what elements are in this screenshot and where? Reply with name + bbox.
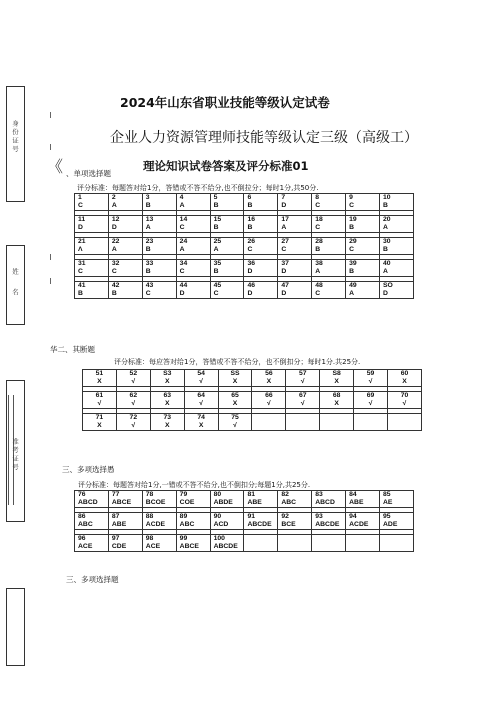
answer-key-title: 理论知识试卷答案及评分标准01 [143, 159, 309, 173]
answer-cell: B [142, 246, 176, 255]
answer-cell: A [380, 224, 414, 233]
answer-cell: B [346, 224, 380, 233]
answer-cell: B [142, 202, 176, 211]
answer-cell: X [320, 378, 354, 387]
question-number: 27 [278, 238, 312, 247]
question-number: 39 [346, 260, 380, 269]
question-number: S3 [150, 370, 184, 379]
question-number: 11 [75, 216, 109, 225]
answer-cell: √ [116, 400, 150, 409]
answer-cell: ACDE [346, 521, 380, 530]
answer-cell: D [278, 202, 312, 211]
question-number-row [75, 491, 414, 500]
question-number: 46 [244, 282, 278, 291]
question-number: 42 [108, 282, 142, 291]
answer-cell [312, 543, 346, 552]
answer-cell: B [346, 268, 380, 277]
answer-cell: ACE [142, 543, 176, 552]
answer-cell: A [108, 246, 142, 255]
answer-cell: D [75, 224, 109, 233]
answer-cell: Λ [75, 246, 109, 255]
answer-cell: X [83, 378, 117, 387]
answer-cell: ABC [278, 499, 312, 508]
question-number: 64 [184, 392, 218, 401]
answer-row [83, 400, 422, 409]
answer-cell: √ [83, 400, 117, 409]
question-number: 87 [108, 513, 142, 522]
answer-cell: A [278, 224, 312, 233]
answer-cell: BCOE [142, 499, 176, 508]
margin-tick [50, 112, 51, 118]
answer-cell: C [210, 290, 244, 299]
question-number: 71 [83, 414, 117, 423]
margin-label-exam-number: 准考证号 [11, 438, 19, 472]
question-number: 18 [312, 216, 346, 225]
question-number: 21 [75, 238, 109, 247]
question-number: 32 [108, 260, 142, 269]
exam-title: 2024年山东省职业技能等级认定试卷 [120, 95, 330, 110]
answer-cell: ABCD [312, 499, 346, 508]
margin-tick [50, 144, 51, 150]
bracket-mark: 《 [47, 157, 64, 176]
answer-cell: ABDE [210, 499, 244, 508]
answer-cell: D [244, 290, 278, 299]
answer-cell: √ [184, 400, 218, 409]
question-number: 91 [244, 513, 278, 522]
section4-heading: 三、多项选择题 [66, 575, 119, 584]
answer-row [75, 224, 414, 233]
answer-cell [278, 543, 312, 552]
answer-cell: X [150, 400, 184, 409]
question-number: 30 [380, 238, 414, 247]
question-number: 36 [244, 260, 278, 269]
question-number: S8 [320, 370, 354, 379]
question-number: 97 [108, 535, 142, 544]
answer-cell: √ [286, 400, 320, 409]
question-number: 37 [278, 260, 312, 269]
margin-tick [50, 278, 51, 284]
question-number: 77 [108, 491, 142, 500]
section1-scoring: 评分标准：每题答对给1分，答错或不答不给分,也不倒拉分；每时1分,共50分. [77, 184, 319, 192]
question-number [388, 414, 422, 423]
answer-cell: √ [388, 400, 422, 409]
answer-cell: √ [286, 378, 320, 387]
section2-answer-table [82, 369, 422, 431]
question-number: 92 [278, 513, 312, 522]
question-number: 41 [75, 282, 109, 291]
question-number: 8 [312, 194, 346, 203]
answer-row [75, 499, 414, 508]
answer-cell: C [278, 246, 312, 255]
question-number: 17 [278, 216, 312, 225]
question-number: 84 [346, 491, 380, 500]
question-number: 25 [210, 238, 244, 247]
answer-cell: B [312, 246, 346, 255]
answer-cell: X [320, 400, 354, 409]
question-number: 43 [142, 282, 176, 291]
answer-cell: C [312, 290, 346, 299]
question-number: 29 [346, 238, 380, 247]
question-number-row [75, 194, 414, 203]
question-number: 23 [142, 238, 176, 247]
answer-row [83, 378, 422, 387]
answer-cell: ABE [244, 499, 278, 508]
answer-cell: X [218, 400, 252, 409]
question-number: 86 [75, 513, 109, 522]
question-number: 85 [380, 491, 414, 500]
answer-cell: ABC [176, 521, 210, 530]
question-number: 9 [346, 194, 380, 203]
answer-row [75, 521, 414, 530]
answer-cell: D [278, 268, 312, 277]
question-number: 57 [286, 370, 320, 379]
section3-answer-table [74, 490, 414, 552]
answer-cell: AE [380, 499, 414, 508]
answer-cell: ABE [346, 499, 380, 508]
question-number: 61 [83, 392, 117, 401]
answer-cell: X [83, 422, 117, 431]
question-number [346, 535, 380, 544]
answer-cell: B [108, 290, 142, 299]
answer-cell: ACDE [142, 521, 176, 530]
answer-cell [354, 422, 388, 431]
answer-cell: BCE [278, 521, 312, 530]
question-number: 7 [278, 194, 312, 203]
answer-cell: B [210, 268, 244, 277]
question-number: 65 [218, 392, 252, 401]
question-number: 15 [210, 216, 244, 225]
margin-label-name: 姓名 [11, 268, 19, 309]
question-number: 68 [320, 392, 354, 401]
question-number: 75 [218, 414, 252, 423]
answer-cell: ABCDE [244, 521, 278, 530]
question-number-row [75, 260, 414, 269]
question-number: 80 [210, 491, 244, 500]
question-number: 78 [142, 491, 176, 500]
answer-cell: √ [116, 378, 150, 387]
question-number [312, 535, 346, 544]
question-number: 95 [380, 513, 414, 522]
answer-cell: ADE [380, 521, 414, 530]
question-number-row [83, 414, 422, 423]
question-number: 73 [150, 414, 184, 423]
answer-cell: X [184, 422, 218, 431]
question-number-row [75, 535, 414, 544]
question-number-row [75, 238, 414, 247]
margin-label-id-number: 身份证号 [11, 120, 19, 154]
answer-cell: ABC [75, 521, 109, 530]
answer-cell: C [108, 268, 142, 277]
answer-row [75, 268, 414, 277]
section2-heading: 华二、其断题 [50, 345, 95, 354]
question-number: 12 [108, 216, 142, 225]
question-number: SS [218, 370, 252, 379]
question-number-row [75, 282, 414, 291]
question-number: 76 [75, 491, 109, 500]
answer-cell: C [244, 246, 278, 255]
question-number: 93 [312, 513, 346, 522]
answer-cell: D [380, 290, 414, 299]
question-number: 74 [184, 414, 218, 423]
answer-cell: B [244, 224, 278, 233]
question-number: 19 [346, 216, 380, 225]
answer-cell: ABCE [108, 499, 142, 508]
answer-cell: ACE [75, 543, 109, 552]
answer-cell: √ [252, 400, 286, 409]
answer-cell: X [388, 378, 422, 387]
answer-row [75, 202, 414, 211]
question-number: 63 [150, 392, 184, 401]
answer-cell: √ [184, 378, 218, 387]
answer-cell: ABE [108, 521, 142, 530]
answer-cell: D [278, 290, 312, 299]
question-number: 33 [142, 260, 176, 269]
answer-row [75, 543, 414, 552]
question-number: 45 [210, 282, 244, 291]
question-number: 16 [244, 216, 278, 225]
question-number: 70 [388, 392, 422, 401]
question-number: 56 [252, 370, 286, 379]
answer-cell: C [176, 268, 210, 277]
answer-cell: A [210, 246, 244, 255]
question-number: 26 [244, 238, 278, 247]
question-number: 47 [278, 282, 312, 291]
answer-cell: ABCE [176, 543, 210, 552]
answer-cell: C [142, 290, 176, 299]
answer-cell: C [346, 202, 380, 211]
answer-cell: A [176, 202, 210, 211]
answer-cell: ABCD [75, 499, 109, 508]
answer-cell: C [75, 268, 109, 277]
question-number: 99 [176, 535, 210, 544]
answer-cell: ABCDE [210, 543, 244, 552]
answer-cell: A [142, 224, 176, 233]
question-number-row [75, 513, 414, 522]
question-number: 49 [346, 282, 380, 291]
answer-cell: X [150, 378, 184, 387]
section3-scoring: 评分标准：每题答对给1分,一错或不答不给分,也不倒扣分;每题1分,共25分. [78, 481, 311, 489]
question-number: 60 [388, 370, 422, 379]
answer-cell: B [210, 202, 244, 211]
question-number [252, 414, 286, 423]
question-number: 81 [244, 491, 278, 500]
answer-cell: B [380, 202, 414, 211]
answer-cell: A [176, 246, 210, 255]
question-number [380, 535, 414, 544]
question-number [244, 535, 278, 544]
answer-cell: B [142, 268, 176, 277]
question-number: 34 [176, 260, 210, 269]
question-number: 44 [176, 282, 210, 291]
answer-cell: √ [354, 378, 388, 387]
question-number: 35 [210, 260, 244, 269]
question-number: 28 [312, 238, 346, 247]
answer-cell [388, 422, 422, 431]
answer-cell: C [176, 224, 210, 233]
question-number: 10 [380, 194, 414, 203]
answer-cell: X [252, 378, 286, 387]
answer-cell: D [108, 224, 142, 233]
question-number [278, 535, 312, 544]
question-number: 2 [108, 194, 142, 203]
answer-cell: D [176, 290, 210, 299]
answer-cell: X [218, 378, 252, 387]
answer-cell: COE [176, 499, 210, 508]
margin-tick [50, 254, 51, 260]
question-number: 20 [380, 216, 414, 225]
answer-cell: √ [116, 422, 150, 431]
answer-cell: B [75, 290, 109, 299]
question-number: 59 [354, 370, 388, 379]
question-number: 94 [346, 513, 380, 522]
question-number: 13 [142, 216, 176, 225]
section2-scoring: 评分标准：每应答对给1分，答错或不答不给分，也不倒扣分；每时1分.共25分. [114, 358, 361, 366]
section1-answer-table [74, 193, 414, 299]
question-number: 22 [108, 238, 142, 247]
answer-cell: B [380, 246, 414, 255]
answer-cell: A [380, 268, 414, 277]
answer-cell: C [346, 246, 380, 255]
question-number: 98 [142, 535, 176, 544]
question-number: 67 [286, 392, 320, 401]
answer-cell: A [312, 268, 346, 277]
answer-row [75, 246, 414, 255]
answer-cell [380, 543, 414, 552]
answer-cell: X [150, 422, 184, 431]
answer-cell [320, 422, 354, 431]
answer-cell [244, 543, 278, 552]
question-number-row [83, 392, 422, 401]
section1-heading: 、单项选择题 [66, 169, 111, 178]
question-number: 69 [354, 392, 388, 401]
answer-cell: CDE [108, 543, 142, 552]
margin-box-bottom [6, 588, 25, 666]
answer-row [75, 290, 414, 299]
answer-cell: C [75, 202, 109, 211]
answer-cell: C [312, 224, 346, 233]
answer-cell: ACD [210, 521, 244, 530]
question-number: 54 [184, 370, 218, 379]
question-number: 66 [252, 392, 286, 401]
question-number: 3 [142, 194, 176, 203]
question-number: 82 [278, 491, 312, 500]
question-number-row [83, 370, 422, 379]
question-number: 100 [210, 535, 244, 544]
question-number: 31 [75, 260, 109, 269]
question-number: 5 [210, 194, 244, 203]
section3-heading: 三、多项选择愚 [62, 465, 115, 474]
question-number: 96 [75, 535, 109, 544]
answer-cell: B [210, 224, 244, 233]
question-number: 24 [176, 238, 210, 247]
question-number: SO [380, 282, 414, 291]
question-number [354, 414, 388, 423]
answer-cell [346, 543, 380, 552]
question-number: 88 [142, 513, 176, 522]
answer-cell: B [244, 202, 278, 211]
question-number: 38 [312, 260, 346, 269]
question-number: 6 [244, 194, 278, 203]
question-number: 79 [176, 491, 210, 500]
question-number: 52 [116, 370, 150, 379]
question-number-row [75, 216, 414, 225]
question-number: 51 [83, 370, 117, 379]
answer-cell: √ [354, 400, 388, 409]
answer-cell: D [244, 268, 278, 277]
answer-row [83, 422, 422, 431]
question-number: 4 [176, 194, 210, 203]
question-number: 48 [312, 282, 346, 291]
answer-cell [286, 422, 320, 431]
question-number: 14 [176, 216, 210, 225]
question-number: 90 [210, 513, 244, 522]
question-number [286, 414, 320, 423]
question-number: 62 [116, 392, 150, 401]
answer-cell: C [312, 202, 346, 211]
answer-cell: √ [218, 422, 252, 431]
answer-cell: ABCDE [312, 521, 346, 530]
question-number: 1 [75, 194, 109, 203]
question-number: 72 [116, 414, 150, 423]
question-number: 83 [312, 491, 346, 500]
answer-cell: A [346, 290, 380, 299]
exam-subtitle: 企业人力资源管理师技能等级认定三级（高级工） [110, 130, 418, 146]
question-number [320, 414, 354, 423]
answer-cell [252, 422, 286, 431]
question-number: 40 [380, 260, 414, 269]
question-number: 89 [176, 513, 210, 522]
answer-cell: A [108, 202, 142, 211]
